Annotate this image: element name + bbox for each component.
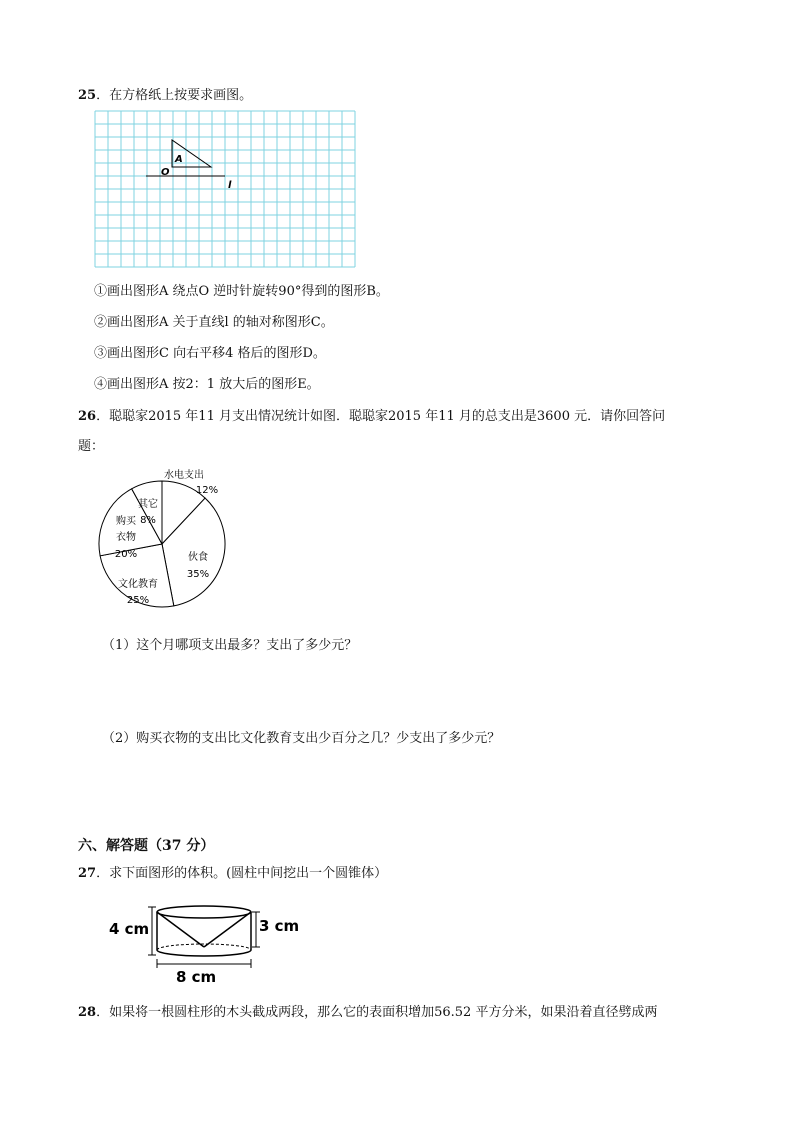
q25-item-4: ④画出图形A 按2：1 放大后的图形E。	[94, 377, 320, 392]
q28-heading	[78, 1001, 657, 1020]
q27-number: 27	[78, 866, 97, 881]
diameter-label: 8 cm	[176, 968, 217, 985]
q26-sub-1: （1）这个月哪项支出最多？支出了多少元？	[102, 638, 358, 653]
shape-a-label: A	[175, 154, 183, 165]
q26-text-line1: ．聪聪家2015 年11 月支出情况统计如图．聪聪家2015 年11 月的总支出是3600 元．请你回答问	[96, 409, 666, 424]
slice-pct-water-electricity: 12%	[195, 485, 219, 496]
cylinder-cone-diagram	[106, 895, 302, 985]
slice-pct-other: 8%	[140, 515, 156, 526]
q27-text: ．求下面图形的体积。(圆柱中间挖出一个圆锥体）	[96, 866, 388, 881]
q26-heading	[78, 405, 665, 424]
cone-height-label: 3 cm	[259, 917, 300, 935]
slice-label-clothing-2: 衣物	[116, 532, 136, 543]
cylinder-top-ellipse	[157, 906, 251, 918]
pie-chart	[90, 462, 250, 624]
q26-number: 26	[78, 409, 97, 424]
slice-label-water-electricity: 水电支出	[164, 470, 204, 481]
q25-heading	[78, 84, 252, 103]
q25-text: ．在方格纸上按要求画图。	[96, 88, 253, 103]
q26-sub-2: （2）购买衣物的支出比文化教育支出少百分之几？少支出了多少元？	[102, 731, 501, 746]
slice-label-clothing-1: 购买	[116, 516, 136, 527]
slice-label-food: 伙食	[188, 552, 208, 563]
q27-heading	[78, 862, 387, 881]
line-l-label: l	[228, 180, 232, 191]
height-label: 4 cm	[109, 920, 150, 938]
grid-paper	[94, 110, 358, 268]
slice-pct-food: 35%	[186, 569, 210, 580]
q25-number: 25	[78, 88, 97, 103]
q25-item-3: ③画出图形C 向右平移4 格后的图形D。	[94, 346, 326, 361]
slice-label-other: 其它	[138, 499, 158, 510]
cylinder-bottom-front	[157, 950, 251, 956]
q28-number: 28	[78, 1005, 97, 1020]
q25-item-2: ②画出图形A 关于直线l 的轴对称图形C。	[94, 315, 334, 330]
q28-text: ．如果将一根圆柱形的木头截成两段，那么它的表面积增加56.52 平方分米，如果沿着直径劈成两	[96, 1005, 658, 1020]
slice-pct-clothing: 20%	[114, 549, 138, 560]
slice-pct-education: 25%	[126, 595, 150, 606]
point-o-label: O	[161, 167, 170, 178]
section-6-title: 六、解答题（37 分）	[78, 838, 215, 854]
q26-text-line2: 题：	[78, 439, 105, 454]
q25-item-1: ①画出图形A 绕点O 逆时针旋转90°得到的图形B。	[94, 284, 389, 299]
slice-label-education: 文化教育	[118, 579, 158, 590]
